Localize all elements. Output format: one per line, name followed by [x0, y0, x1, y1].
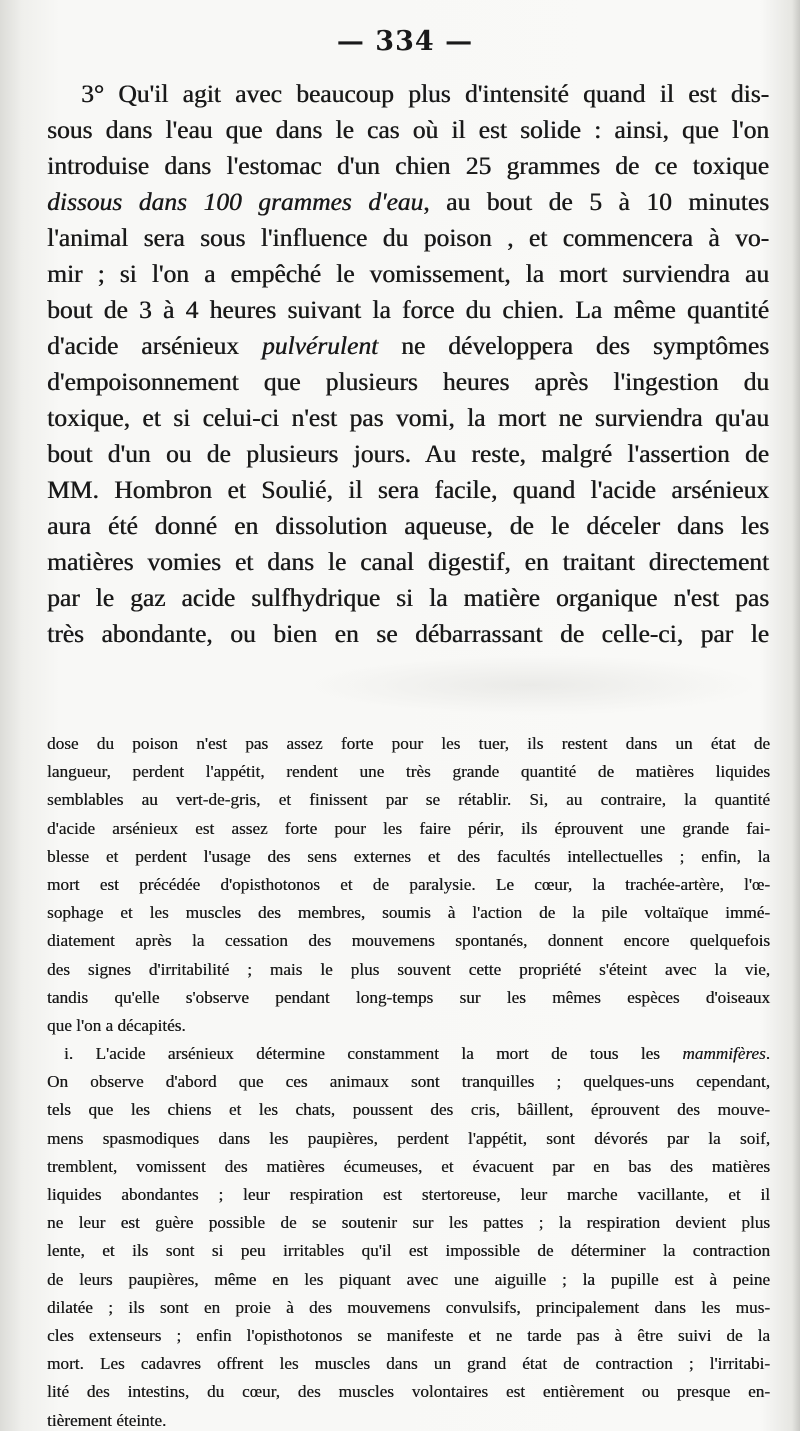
text-line: dose du poison n'est pas assez forte pour les tuer, ils restent dans un état de	[47, 734, 770, 753]
text-line: 3° Qu'il agit avec beaucoup plus d'intensité quand il est dis-	[81, 79, 769, 108]
text-line: aura été donné en dissolution aqueuse, de le déceler dans les	[47, 511, 769, 540]
text-line: l'animal sera sous l'influence du poison , et commencera à vo-	[47, 223, 769, 252]
page-number: — 334 —	[336, 26, 474, 57]
text-line: tandis qu'elle s'observe pendant long-temps sur les mêmes espèces d'oiseaux	[47, 987, 770, 1007]
text-line: tels que les chiens et les chats, poussent des cris, bâillent, éprouvent des mouve-	[47, 1100, 770, 1120]
text-line: que l'on a décapités.	[47, 1015, 186, 1035]
text-line: diatement après la cessation des mouvemens spontanés, donnent encore quelquefois	[47, 931, 770, 951]
text-line: matières vomies et dans le canal digestif, en traitant directement	[47, 547, 769, 576]
italic-word: mammifères	[682, 1044, 766, 1064]
text-line	[47, 328, 769, 364]
text-line: tièrement éteinte.	[47, 1410, 167, 1430]
text-line: sous dans l'eau que dans le cas où il est solide : ainsi, que l'on	[47, 115, 769, 144]
text-line: d'acide arsénieux est assez forte pour les faire périr, ils éprouvent une grande fai-	[47, 818, 770, 838]
text-line: toxique, et si celui-ci n'est pas vomi, la mort ne surviendra qu'au	[47, 403, 769, 432]
line-remainder: .	[765, 1044, 770, 1064]
text-line: cles extenseurs ; enfin l'opisthotonos se manifeste et ne tarde pas à être suivi de la	[47, 1325, 770, 1345]
text-line: par le gaz acide sulfhydrique si la matière organique n'est pas	[47, 583, 769, 612]
text-line: dilatée ; ils sont en proie à des mouvemens convulsifs, principalement dans les mus-	[47, 1297, 770, 1317]
text-line: mort est précédée d'opisthotonos et de paralysie. Le cœur, la trachée-artère, l'œ-	[47, 874, 770, 894]
line-start: i. L'acide arsénieux détermine constamment la mort de tous les	[64, 1044, 683, 1064]
text-line	[47, 1040, 770, 1068]
text-line: mens spasmodiques dans les paupières, perdent l'appétit, sont dévorés par la soif,	[47, 1128, 770, 1148]
text-line: très abondante, ou bien en se débarrassant de celle-ci, par le	[47, 619, 769, 648]
text-line: lité des intestins, du cœur, des muscles volontaires est entièrement ou presque en-	[47, 1382, 770, 1402]
text-line: introduise dans l'estomac d'un chien 25 grammes de ce toxique	[47, 151, 769, 180]
main-text-block	[47, 76, 769, 652]
text-line: sophage et les muscles des membres, soumis à l'action de la pile voltaïque immé-	[47, 903, 770, 923]
text-line: blesse et perdent l'usage des sens externes et des facultés intellectuelles ; enfin, la	[47, 846, 770, 866]
footnote-text-block	[47, 730, 770, 1431]
text-line: ne leur est guère possible de se soutenir sur les pattes ; la respiration devient plus	[47, 1213, 770, 1233]
text-line: semblables au vert-de-gris, et finissent par se rétablir. Si, au contraire, la quantité	[47, 790, 770, 810]
bleed-through-smudge	[300, 655, 760, 715]
italic-word: pulvérulent	[261, 331, 379, 360]
text-line: de leurs paupières, même en les piquant avec une aiguille ; la pupille est à peine	[47, 1269, 770, 1289]
text-line: tremblent, vomissent des matières écumeuses, et évacuent par en bas des matières	[47, 1156, 770, 1176]
line-remainder: , au bout de 5 à 10 minutes	[423, 187, 769, 216]
line-remainder: ne développera des symptômes	[378, 331, 769, 360]
text-line: des signes d'irritabilité ; mais le plus souvent cette propriété s'éteint avec la vie,	[47, 959, 770, 979]
text-line	[47, 184, 769, 220]
text-line: mort. Les cadavres offrent les muscles dans un grand état de contraction ; l'irritabi-	[47, 1354, 770, 1374]
text-line: d'empoisonnement que plusieurs heures après l'ingestion du	[47, 367, 769, 396]
line-start: d'acide arsénieux	[47, 331, 262, 360]
text-line: langueur, perdent l'appétit, rendent une très grande quantité de matières liquides	[47, 762, 770, 782]
italic-phrase: dissous dans 100 grammes d'eau	[47, 187, 424, 216]
text-line: mir ; si l'on a empêché le vomissement, la mort surviendra au	[47, 259, 769, 288]
text-line: On observe d'abord que ces animaux sont tranquilles ; quelques-uns cependant,	[47, 1072, 770, 1092]
text-line: liquides abondantes ; leur respiration est stertoreuse, leur marche vacillante, et il	[47, 1185, 770, 1204]
text-line: MM. Hombron et Soulié, il sera facile, quand l'acide arsénieux	[47, 475, 769, 504]
text-line: bout de 3 à 4 heures suivant la force du chien. La même quantité	[47, 295, 769, 324]
text-line: bout d'un ou de plusieurs jours. Au reste, malgré l'assertion de	[47, 439, 769, 468]
text-line: lente, et ils sont si peu irritables qu'il est impossible de déterminer la contraction	[47, 1241, 770, 1261]
